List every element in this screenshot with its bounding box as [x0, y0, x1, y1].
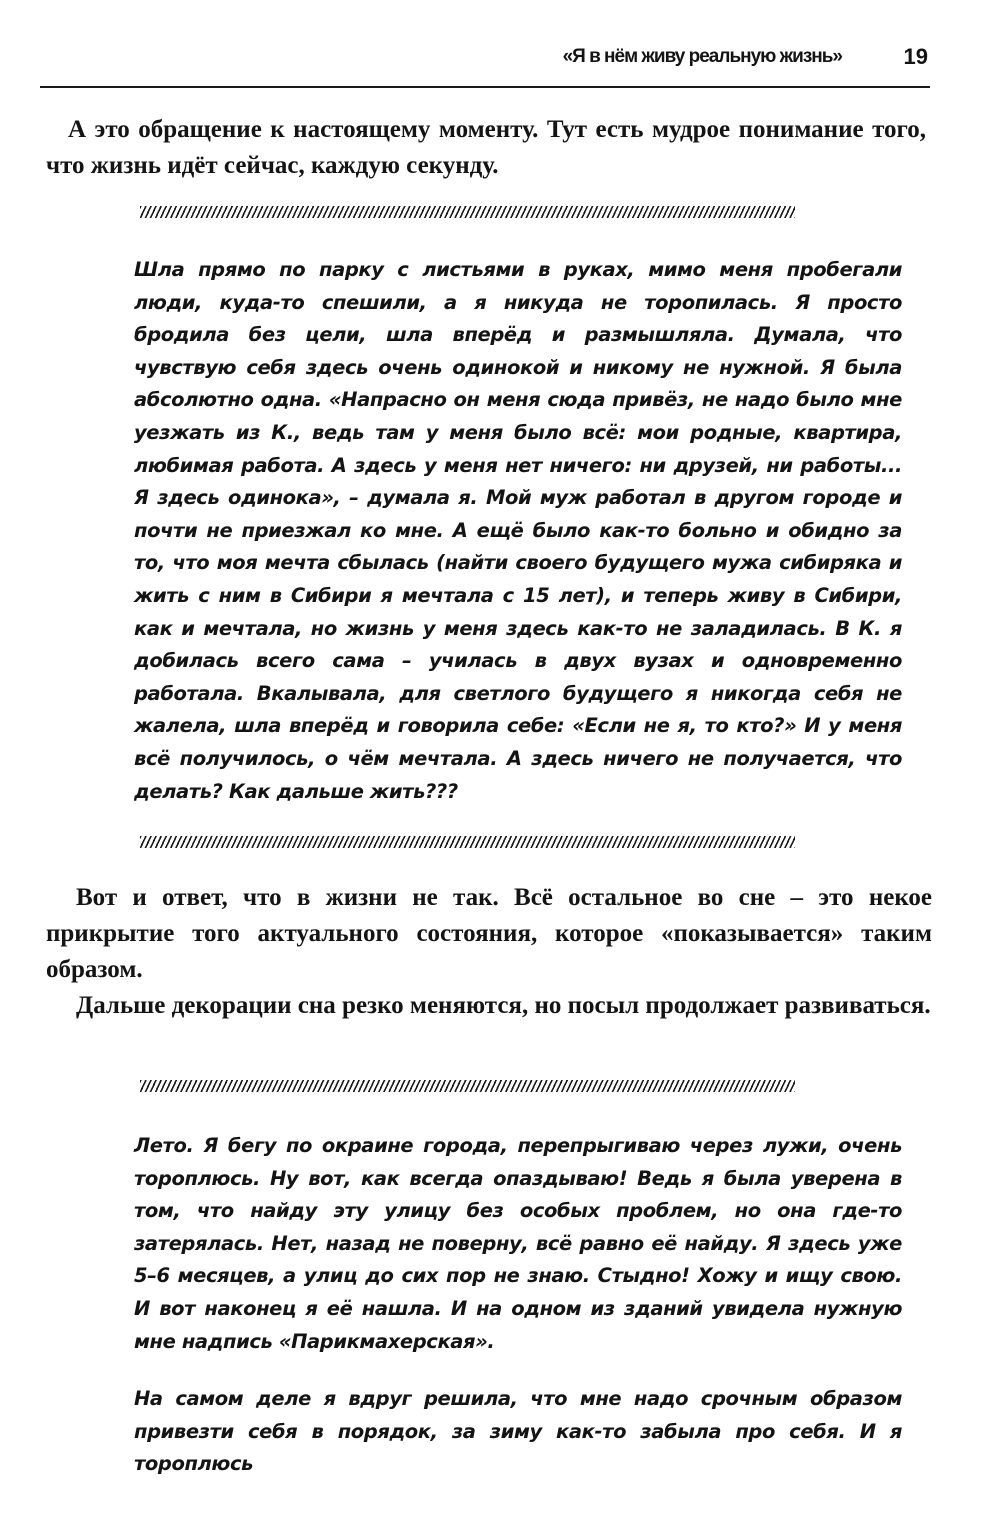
- dream-quote: Шла прямо по парку с листьями в руках, мимо меня пробегали люди, куда-то спешили, а я никуда не торопилась. Я просто бродила без цели, шла вперёд и размышляла. Думала, что чувствую себя здесь очень одинокой и никому не нужной. Я была абсолютно одна. «Напрасно он меня сюда привёз, не надо было мне уезжать из К., ведь там у меня было всё: мои родные, квартира, любимая работа. А здесь у меня нет ничего: ни друзей, ни работы... Я здесь одинока», – думала я. Мой муж работал в другом городе и почти не приезжал ко мне. А ещё было как-то больно и обидно за то, что моя мечта сбылась (найти своего будущего мужа сибиряка и жить с ним в Сибири я мечтала с 15 лет), и теперь живу в Сибири, как и мечтала, но жизнь у меня здесь как-то не заладилась. В К. я добилась всего сама – училась в двух вузах и одновременно работала. Вкалывала, для светлого будущего я никогда себя не жалела, шла вперёд и говорила себе: «Если не я, то кто?» И у меня всё получилось, о чём мечтала. А здесь ничего не получается, что делать? Как дальше жить???: [134, 258, 902, 803]
- separator-line: [140, 836, 795, 848]
- dream-quote: Лето. Я бегу по окраине города, перепрыгиваю через лужи, очень тороплюсь. Ну вот, как всегда опаздываю! Ведь я была уверена в том, что найду эту улицу без особых проблем, но она где-то затерялась. Нет, назад не поверну, всё равно её найду. Я здесь уже 5–6 месяцев, а улиц до сих пор не знаю. Стыдно! Хожу и ищу свою. И вот наконец я её нашла. И на одном из зданий увидела нужную мне надпись «Парикмахерская».: [134, 1134, 902, 1353]
- separator-line: [140, 206, 795, 218]
- body-paragraph: Дальше декорации сна резко меняются, но посыл продолжает развиваться.: [76, 992, 931, 1019]
- body-paragraph: Вот и ответ, что в жизни не так. Всё остальное во сне – это некое прикрытие того актуального состояния, которое «показывается» таким образом.: [46, 884, 932, 983]
- page-number: 19: [903, 44, 928, 69]
- body-paragraph: А это обращение к настоящему моменту. Тут есть мудрое понимание того, что жизнь идёт сейчас, каждую секунду.: [46, 116, 926, 179]
- running-title: «Я в нём живу реальную жизнь»: [562, 46, 842, 67]
- dream-quote: На самом деле я вдруг решила, что мне надо срочным образом привезти себя в порядок, за зиму как-то забыла про себя. И я тороплюсь: [134, 1387, 902, 1476]
- separator-line: [140, 1080, 795, 1092]
- running-header: [40, 38, 930, 88]
